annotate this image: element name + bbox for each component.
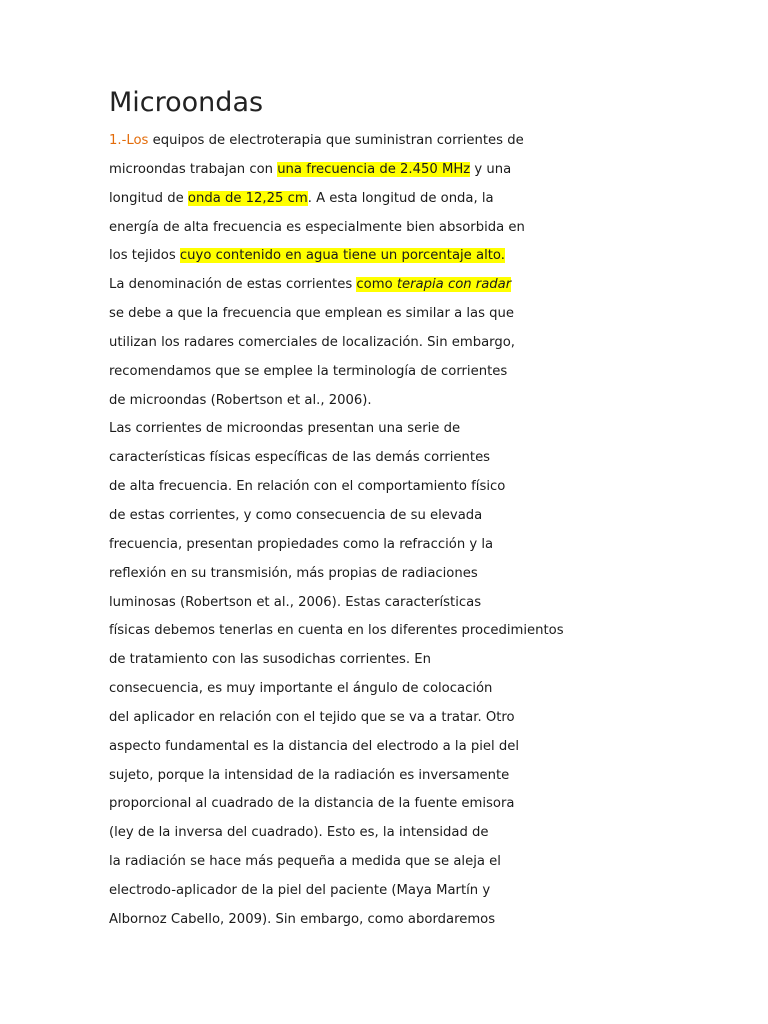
text-run: electrodo-aplicador de la piel del paciente (Maya Martín y xyxy=(109,882,491,898)
text-line xyxy=(109,473,749,502)
text-line xyxy=(109,848,749,877)
text-run: de tratamiento con las susodichas corrientes. En xyxy=(109,652,431,668)
text-run: La denominación de estas corrientes xyxy=(109,277,357,293)
text-line xyxy=(109,704,749,733)
text-line xyxy=(109,733,749,762)
page-title: Microondas xyxy=(109,87,264,118)
text-run: longitud de xyxy=(109,190,188,206)
text-line xyxy=(109,877,749,906)
text-run: la radiación se hace más pequeña a medida que se aleja el xyxy=(109,854,501,870)
list-number: 1.-Los xyxy=(109,133,149,148)
text-run: frecuencia, presentan propiedades como la refracción y la xyxy=(109,536,494,552)
highlighted-text: como xyxy=(356,277,397,293)
body-text xyxy=(109,127,749,935)
text-line xyxy=(109,790,749,819)
text-line xyxy=(109,300,749,329)
text-run: reflexión en su transmisión, más propias de radiaciones xyxy=(109,565,478,581)
text-line xyxy=(109,646,749,675)
text-line xyxy=(109,415,749,444)
text-line xyxy=(109,214,749,243)
highlighted-text: cuyo contenido en agua tiene un porcentaje alto. xyxy=(179,248,505,264)
text-run: microondas trabajan con xyxy=(109,161,278,177)
text-run: proporcional al cuadrado de la distancia de la fuente emisora xyxy=(109,796,515,812)
text-line xyxy=(109,185,749,214)
text-run: recomendamos que se emplee la terminología de corrientes xyxy=(109,363,508,379)
highlighted-text: onda de 12,25 cm xyxy=(187,190,308,206)
text-line xyxy=(109,819,749,848)
text-run: sujeto, porque la intensidad de la radiación es inversamente xyxy=(109,767,510,783)
text-run: . A esta longitud de onda, la xyxy=(307,190,494,206)
text-line xyxy=(109,271,749,300)
text-run: equipos de electroterapia que suministran corrientes de xyxy=(148,133,524,148)
text-run: de microondas (Robertson et al., 2006). xyxy=(109,392,372,408)
text-line xyxy=(109,329,749,358)
text-line xyxy=(109,242,749,271)
text-run: utilizan los radares comerciales de localización. Sin embargo, xyxy=(109,334,515,350)
text-line xyxy=(109,444,749,473)
text-line xyxy=(109,358,749,387)
text-run: se debe a que la frecuencia que emplean es similar a las que xyxy=(109,306,515,322)
text-line xyxy=(109,531,749,560)
text-line xyxy=(109,387,749,416)
text-line xyxy=(109,617,749,646)
text-line xyxy=(109,560,749,589)
text-run: del aplicador en relación con el tejido que se va a tratar. Otro xyxy=(109,709,515,725)
text-run: características físicas específicas de las demás corrientes xyxy=(109,450,491,466)
text-run: aspecto fundamental es la distancia del electrodo a la piel del xyxy=(109,738,520,754)
text-run: de alta frecuencia. En relación con el comportamiento físico xyxy=(109,479,506,495)
text-line xyxy=(109,906,749,935)
text-run: los tejidos xyxy=(109,248,180,264)
text-run: energía de alta frecuencia es especialmente bien absorbida en xyxy=(109,219,525,235)
text-run: Albornoz Cabello, 2009). Sin embargo, como abordaremos xyxy=(109,911,496,927)
text-run: consecuencia, es muy importante el ángulo de colocación xyxy=(109,681,493,697)
highlighted-text: una frecuencia de 2.450 MHz xyxy=(277,161,471,177)
text-run: luminosas (Robertson et al., 2006). Estas características xyxy=(109,594,482,610)
text-line xyxy=(109,762,749,791)
text-run: Las corrientes de microondas presentan una serie de xyxy=(109,421,461,437)
text-run: y una xyxy=(470,161,512,177)
text-run: de estas corrientes, y como consecuencia de su elevada xyxy=(109,507,483,523)
text-line xyxy=(109,502,749,531)
text-line xyxy=(109,589,749,618)
text-run: físicas debemos tenerlas en cuenta en los diferentes procedimientos xyxy=(109,623,564,639)
highlighted-text: terapia con radar xyxy=(396,277,512,293)
text-line xyxy=(109,127,749,156)
text-line xyxy=(109,675,749,704)
text-run: (ley de la inversa del cuadrado). Esto es, la intensidad de xyxy=(109,825,489,841)
text-line xyxy=(109,156,749,185)
